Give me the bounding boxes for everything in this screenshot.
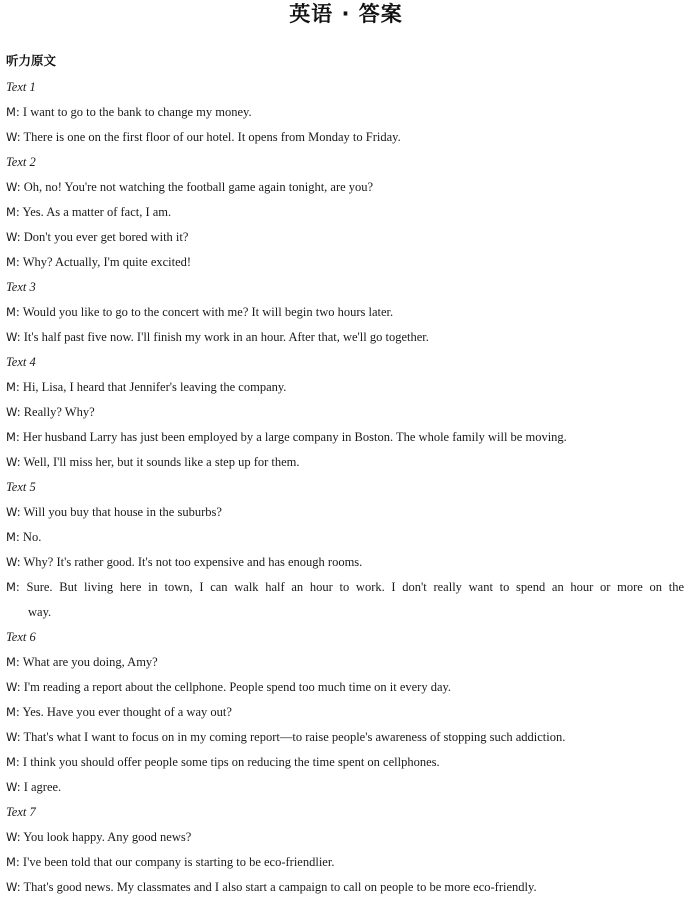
speaker-label: W: — [6, 330, 21, 344]
dialog-line — [6, 502, 684, 522]
text-section-label: Text 3 — [6, 280, 36, 294]
dialog-line — [6, 877, 684, 897]
speaker-label: M: — [6, 380, 20, 394]
speaker-label: W: — [6, 880, 21, 894]
dialog-line — [6, 402, 684, 422]
page-title: 英语 · 答案 — [289, 2, 403, 26]
dialog-text: That's what I want to focus on in my coming report—to raise people's awareness of stopping such addiction. — [20, 730, 566, 744]
dialog-line — [6, 252, 684, 272]
dialog-text: There is one on the first floor of our hotel. It opens from Monday to Friday. — [20, 130, 401, 144]
speaker-label: W: — [6, 130, 21, 144]
dialog-text: Yes. Have you ever thought of a way out? — [19, 705, 232, 719]
dialog-text: Why? Actually, I'm quite excited! — [19, 255, 192, 269]
speaker-label: W: — [6, 405, 21, 419]
dialog-line — [6, 752, 684, 772]
dialog-text: Sure. But living here in town, I can walk half an hour to work. I don't really want to spend an hour or more on the — [19, 580, 684, 594]
speaker-label: W: — [6, 680, 21, 694]
dialog-line — [6, 177, 684, 197]
dialog-line — [6, 227, 684, 247]
dialog-line — [6, 452, 684, 472]
speaker-label: M: — [6, 530, 20, 544]
dialog-text: I've been told that our company is starting to be eco-friendlier. — [19, 855, 335, 869]
dialog-line — [6, 377, 684, 397]
speaker-label: M: — [6, 305, 20, 319]
dialog-text: Why? It's rather good. It's not too expensive and has enough rooms. — [20, 555, 363, 569]
speaker-label: W: — [6, 780, 21, 794]
dialog-text: Well, I'll miss her, but it sounds like a step up for them. — [20, 455, 300, 469]
dialog-text: Her husband Larry has just been employed by a large company in Boston. The whole family will be moving. — [19, 430, 567, 444]
speaker-label: W: — [6, 830, 21, 844]
dialog-line — [6, 527, 684, 547]
dialog-text: What are you doing, Amy? — [19, 655, 158, 669]
text-section-label: Text 5 — [6, 480, 36, 494]
text-section-label: Text 1 — [6, 80, 36, 94]
speaker-label: W: — [6, 505, 21, 519]
dialog-line — [6, 852, 684, 872]
dialog-continuation: way. — [28, 605, 52, 619]
dialog-line — [6, 827, 684, 847]
speaker-label: M: — [6, 855, 20, 869]
text-section-label: Text 6 — [6, 630, 36, 644]
dialog-text: Oh, no! You're not watching the football game again tonight, are you? — [20, 180, 374, 194]
dialog-text: No. — [19, 530, 42, 544]
dialog-line — [6, 577, 684, 597]
section-heading: 听力原文 — [6, 53, 57, 68]
text-section-label: Text 4 — [6, 355, 36, 369]
dialog-text: I want to go to the bank to change my money. — [19, 105, 252, 119]
speaker-label: M: — [6, 205, 20, 219]
dialog-text: I'm reading a report about the cellphone. People spend too much time on it every day. — [20, 680, 452, 694]
speaker-label: M: — [6, 105, 20, 119]
text-section-label: Text 2 — [6, 155, 36, 169]
speaker-label: W: — [6, 180, 21, 194]
dialog-line — [6, 652, 684, 672]
dialog-text: I agree. — [20, 780, 62, 794]
text-section-label: Text 7 — [6, 805, 36, 819]
dialog-text: Really? Why? — [20, 405, 95, 419]
dialog-text: Will you buy that house in the suburbs? — [20, 505, 222, 519]
dialog-line — [6, 327, 684, 347]
speaker-label: M: — [6, 755, 20, 769]
speaker-label: M: — [6, 430, 20, 444]
speaker-label: M: — [6, 255, 20, 269]
dialog-text: Yes. As a matter of fact, I am. — [19, 205, 172, 219]
dialog-text: Would you like to go to the concert with me? It will begin two hours later. — [19, 305, 394, 319]
dialog-line — [6, 677, 684, 697]
speaker-label: W: — [6, 730, 21, 744]
dialog-text: Don't you ever get bored with it? — [20, 230, 189, 244]
speaker-label: M: — [6, 705, 20, 719]
dialog-text: Hi, Lisa, I heard that Jennifer's leaving the company. — [19, 380, 287, 394]
dialog-line — [6, 202, 684, 222]
dialog-line — [6, 302, 684, 322]
speaker-label: W: — [6, 455, 21, 469]
dialog-line — [6, 102, 684, 122]
speaker-label: W: — [6, 555, 21, 569]
dialog-line — [6, 777, 684, 797]
dialog-line — [6, 427, 684, 447]
dialog-text: It's half past five now. I'll finish my work in an hour. After that, we'll go together. — [20, 330, 429, 344]
speaker-label: W: — [6, 230, 21, 244]
dialog-line — [6, 727, 684, 747]
dialog-line — [6, 702, 684, 722]
speaker-label: M: — [6, 580, 20, 594]
speaker-label: M: — [6, 655, 20, 669]
dialog-text: You look happy. Any good news? — [20, 830, 192, 844]
dialog-text: I think you should offer people some tips on reducing the time spent on cellphones. — [19, 755, 440, 769]
dialog-text: That's good news. My classmates and I also start a campaign to call on people to be more eco-friendly. — [20, 880, 537, 894]
dialog-line — [6, 127, 684, 147]
dialog-line — [6, 552, 684, 572]
